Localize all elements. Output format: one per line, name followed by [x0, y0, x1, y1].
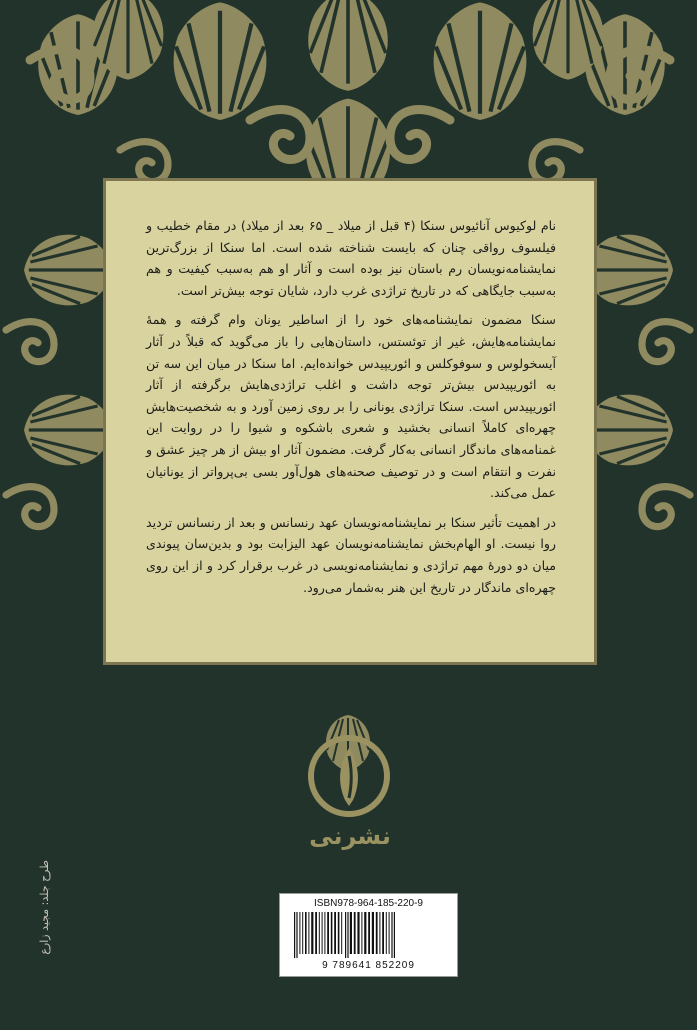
barcode-bar [379, 912, 380, 954]
barcode-bar [386, 912, 387, 954]
barcode-bar [364, 912, 366, 954]
barcode-bar [338, 912, 340, 954]
barcode-bar [341, 912, 342, 954]
barcode-bar [376, 912, 378, 954]
barcode-bar [347, 912, 348, 958]
description-panel [103, 178, 597, 665]
barcode-bar [322, 912, 323, 954]
barcode-digits: 9 789641 852209 [322, 960, 415, 971]
barcode-bar [372, 912, 374, 954]
reed-flame-logo-icon [307, 734, 391, 818]
barcode-bar [294, 912, 295, 958]
barcode-bar [319, 912, 320, 954]
top-ornament-band [30, 0, 670, 205]
barcode-bar [299, 912, 300, 954]
barcode-bar [296, 912, 297, 958]
publisher-name: نشرنی [309, 822, 391, 850]
isbn-barcode [279, 893, 458, 977]
barcode-bar [327, 912, 329, 954]
barcode-bar [361, 912, 362, 954]
barcode-bar [368, 912, 370, 954]
isbn-label: ISBN978-964-185-220-9 [314, 898, 423, 909]
barcode-bar [302, 912, 303, 954]
barcode-bar [391, 912, 392, 958]
barcode-bars [292, 912, 447, 958]
description-paragraph: سنکا مضمون نمایشنامه‌های خود را از اساطیر یونان وام گرفته و همهٔ نمایشنامه‌هایش، غیر از توئستس، داستان‌هایی را باز می‌گوید که قبلاً در آثار آیسخولوس و سوفوکلس و ائوریپیدس خوانده‌ایم. اما سنکا در میان این سه تن به ائوریپیدس بیش‌تر توجه داشت و اغلب تراژدی‌هایش برگرفته از آثار ائوریپیدس است. سنکا تراژدی یونانی را بر روی زمین آورد و به شخصیت‌هایش چهره‌ای کاملاً انسانی بخشید و شعری باشکوه و شیوا را در روایت این غمنامه‌های ماندگار انسانی به‌کار گرفت. مضمون آثار او بیش از هر چیز عشق و نفرت و انتقام است و در توصیف صحنه‌های هول‌آور بسی بی‌پرواتر از یونانیان عمل می‌کند. [146, 312, 556, 501]
barcode-bar [354, 912, 356, 954]
description-paragraph: در اهمیت تأثیر سنکا بر نمایشنامه‌نویسان عهد رنسانس و بعد از رنسانس تردید روا نیست. او الهام‌بخش نمایشنامه‌نویسان عهد الیزابت بود و بدین‌سان پیوندی میان دو دورهٔ مهم تراژدی و نمایشنامه‌نویسی در غرب برقرار کرد و از این روی چهره‌ای ماندگار در تاریخ این هنر به‌شمار می‌رود. [146, 514, 556, 595]
barcode-bar [305, 912, 307, 954]
barcode-bar [389, 912, 390, 954]
cover-design-credit: طرح جلد: مجید زارع [38, 860, 51, 955]
barcode-bar [308, 912, 309, 954]
barcode-bar [331, 912, 333, 954]
description-paragraph: نام لوکیوس آنائیوس سنکا (۴ قبل از میلاد _ ۶۵ بعد از میلاد) در مقام خطیب و فیلسوف رواقی چنان که بایست شناخته شده است. اما سنکا از بزرگ‌ترین نمایشنامه‌نویسان رم باستان نیز بوده است و آثار او هم به‌سبب کیفیت و هم به‌سبب جایگاهی که در تاریخ تراژدی غرب دارد، شایان توجه بیش‌تر است. [146, 218, 556, 298]
barcode-bar [315, 912, 317, 954]
barcode-bar [350, 912, 352, 954]
barcode-bar [382, 912, 384, 954]
left-ornament-band [6, 235, 114, 527]
barcode-bar [334, 912, 336, 954]
barcode-bar [311, 912, 313, 954]
barcode-bar [357, 912, 359, 954]
barcode-bar [345, 912, 346, 958]
barcode-bar [394, 912, 395, 958]
right-ornament-band [583, 235, 690, 527]
barcode-bar [324, 912, 325, 954]
